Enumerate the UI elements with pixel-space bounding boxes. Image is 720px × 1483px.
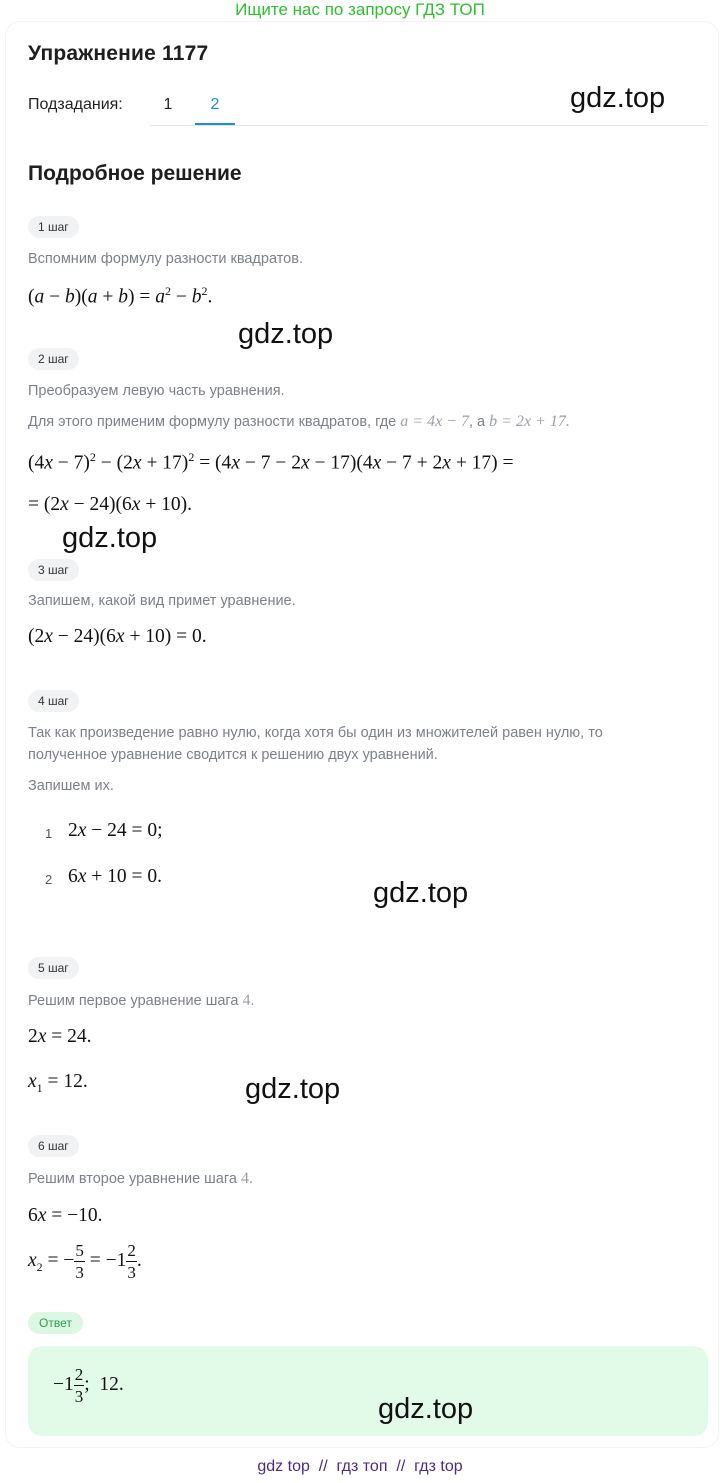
step-6-formula-2: $x_2$ = − $\frac{5}{3}$ = −1 $\frac{2}{3}$ . [28, 1241, 142, 1282]
step-chip-6: 6 шаг [28, 1135, 79, 1157]
list-item-number: 2 [45, 872, 53, 887]
watermark: gdz.top [378, 1393, 474, 1425]
step-2-formula-1: $(4x - 7)^2 - (2x + 17)^2 = (4x - 7 - 2x - 17)(4x - 7 + 2x + 17)$ = [28, 450, 514, 474]
step-5-formula-2: $x_1 = 12$. [28, 1071, 88, 1095]
answer-formula: −1 $\frac{2}{3}$ ; 12. [53, 1365, 124, 1406]
watermark: gdz.top [62, 522, 158, 554]
step-chip-2: 2 шаг [28, 348, 79, 370]
step-4-text-3: Запишем их. [28, 778, 114, 794]
step-6-text: Решим второе уравнение шага 4. [28, 1170, 253, 1187]
step-4-text-1: Так как произведение равно нулю, когда хотя бы один из множителей равен нулю, то [28, 725, 603, 741]
watermark: gdz.top [245, 1073, 341, 1105]
answer-box [28, 1346, 708, 1436]
watermark: gdz.top [238, 318, 334, 350]
step-2-formula-2: = (2x − 24)(6x + 10). [28, 494, 193, 515]
inline-math-a: a = 4x − 7 [400, 413, 469, 430]
step-1-text: Вспомним формулу разности квадратов. [28, 251, 303, 267]
step-1-formula: $(a - b)(a + b) = a^2 - b^2$. [28, 284, 213, 308]
watermark: gdz.top [570, 82, 666, 114]
step-chip-5: 5 шаг [28, 957, 79, 979]
search-banner: Ищите нас по запросу ГДЗ ТОП [235, 0, 485, 19]
step-chip-4: 4 шаг [28, 690, 79, 712]
footer-links[interactable]: gdz top // гдз топ // гдз top [257, 1458, 463, 1475]
step-chip-3: 3 шаг [28, 559, 79, 581]
step-2-text-2: Для этого применим формулу разности квадратов, где a = 4x − 7, а b = 2x + 17. [28, 413, 570, 430]
step-3-formula: (2x − 24)(6x + 10) = 0. [28, 626, 207, 647]
page-title: Упражнение 1177 [28, 42, 209, 65]
step-4-text-2: полученное уравнение сводится к решению двух уравнений. [28, 747, 438, 763]
step-3-text: Запишем, какой вид примет уравнение. [28, 593, 296, 609]
step-4-equation-1: 2x − 24 = 0; [68, 820, 163, 841]
subtasks-divider [150, 125, 708, 126]
subtasks-label: Подзадания: [28, 96, 123, 113]
active-tab-indicator [195, 123, 235, 125]
section-title: Подробное решение [28, 162, 242, 185]
step-5-text: Решим первое уравнение шага 4. [28, 992, 255, 1009]
step-chip-1: 1 шаг [28, 216, 79, 238]
inline-math-b: b = 2x + 17. [489, 413, 570, 430]
list-item-number: 1 [45, 826, 53, 841]
step-4-equation-2: 6x + 10 = 0. [68, 866, 163, 887]
step-2-text: Преобразуем левую часть уравнения. [28, 383, 285, 399]
subtask-tab-1[interactable]: 1 [163, 96, 173, 113]
subtask-tab-2[interactable]: 2 [210, 96, 220, 113]
answer-chip: Ответ [28, 1312, 83, 1334]
watermark: gdz.top [373, 877, 469, 909]
step-5-formula-1: 2x = 24. [28, 1026, 92, 1047]
step-6-formula-1: 6x = −10. [28, 1205, 103, 1226]
